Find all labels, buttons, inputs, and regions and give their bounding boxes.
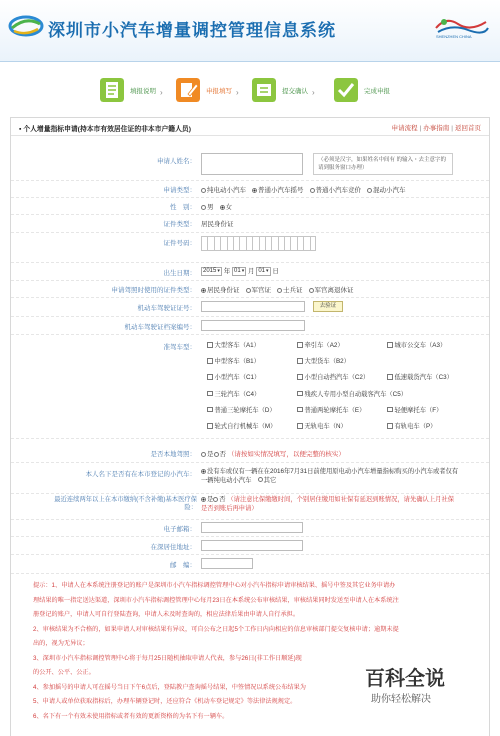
tip-line: 册登记的账户，申请人可自行登陆查询，申请人未及时查询的，相应法律后果由申请人自行承担。	[33, 611, 300, 618]
radio-icon	[214, 452, 219, 457]
tip-line: 提示：1、申请人在本系统注册登记的账户是深圳市小汽车指标调控管理中心对小汽车指标申请审核结果、摇号中签及其它业务申请办	[33, 582, 396, 589]
checkbox-icon	[387, 374, 393, 380]
driving-type-checkbox[interactable]	[297, 405, 365, 414]
name-input[interactable]	[201, 153, 303, 175]
checkbox-icon	[207, 423, 213, 429]
step-label: 提交确认	[282, 88, 308, 95]
radio-option[interactable]: 其它	[258, 477, 277, 484]
radio-option[interactable]: 没有车或仅有一辆在在2016年7月31日前使用原电动小汽车增量指标购买的小汽车或者仅有一辆纯电动小汽车	[201, 468, 459, 484]
tip-line: 6、名下有一个有效未使用指标或者有效的更新资格的为名下有一辆车。	[33, 712, 229, 720]
divider	[11, 297, 489, 298]
license-file-input[interactable]	[201, 320, 305, 331]
divider	[11, 519, 489, 520]
driving-type-checkbox[interactable]	[207, 389, 260, 398]
checkbox-icon	[297, 407, 303, 413]
license-cert-radios	[201, 285, 360, 294]
checkbox-icon	[387, 407, 393, 413]
divider	[11, 462, 489, 463]
tip-line: 4、参加摇号的申请人可在摇号当日下午6点后，登陆教户查询摇号结果，中签情况以系统公布结果为	[33, 683, 306, 691]
gender-label: 性 别：	[170, 204, 196, 211]
row-own-name-car	[11, 468, 489, 490]
shenzhen-logo-icon	[432, 14, 490, 36]
driving-type-label: 小型汽车（C1）	[214, 374, 261, 382]
email-input[interactable]	[201, 522, 303, 533]
radio-option[interactable]: 居民身份证	[201, 287, 240, 294]
tip-line: 理结果的唯一指定送达渠道，深圳市小汽车指标调控管理中心每月23日在本系统公布审核结果，审核结果同时发送至申请人在本系统注	[33, 596, 399, 604]
cert-no-input[interactable]	[201, 236, 316, 251]
divider	[11, 262, 489, 263]
driving-type-label: 三轮汽车（C4）	[214, 390, 261, 398]
link-separator: |	[451, 125, 453, 132]
divider	[11, 180, 489, 181]
radio-option[interactable]: 是	[201, 451, 214, 458]
link-apply-process[interactable]: 申请流程	[391, 125, 418, 132]
chevron-right-icon: ›	[160, 88, 163, 97]
step-label: 填报说明	[130, 88, 156, 95]
checkbox-icon	[207, 342, 213, 348]
checkbox-icon	[297, 423, 303, 429]
driving-type-checkbox[interactable]	[297, 340, 344, 349]
radio-icon	[201, 288, 206, 293]
radio-icon	[201, 469, 206, 474]
checkbox-icon	[207, 358, 213, 364]
birth-year-select[interactable]: 2015 ▾	[201, 267, 222, 276]
driving-type-label: 牵引车（A2）	[304, 342, 344, 349]
birth-selects: 2015 ▾ 年 01 ▾ 月 01 ▾ 日	[201, 266, 279, 276]
site-title: 深圳市小汽车增量调控管理信息系统	[48, 21, 336, 40]
check-icon	[334, 78, 358, 102]
divider	[11, 573, 489, 574]
driving-type-checkbox[interactable]	[297, 421, 347, 430]
checkbox-icon	[297, 358, 303, 364]
driving-type-checkbox[interactable]	[207, 356, 260, 365]
driving-type-checkbox[interactable]	[297, 389, 407, 398]
email-label: 电子邮箱：	[163, 526, 196, 533]
divider	[11, 554, 489, 555]
divider	[11, 493, 489, 494]
radio-option[interactable]: 纯电动小汽车	[201, 187, 246, 194]
row-social-insurance	[11, 496, 489, 518]
tip-line: 2、审核结果为不合格的，如果申请人对审核结果有异议，可自公布之日起5个工作日内向相应的信息审核部门提交复核申请；逾期未提	[33, 625, 399, 633]
radio-icon	[201, 188, 206, 193]
radio-icon	[310, 188, 315, 193]
driving-type-label: 低速载货汽车（C3）	[394, 374, 453, 382]
radio-option[interactable]: 军官离退休证	[309, 287, 354, 294]
divider	[11, 232, 489, 233]
tip-line: 出的，视为无异议；	[33, 640, 89, 647]
radio-option[interactable]: 男	[201, 204, 214, 211]
gender-radios	[201, 202, 238, 211]
driving-type-label: 无轨电车（N）	[304, 423, 347, 430]
tip-line: 的公开、公平、公正。	[33, 669, 95, 676]
name-note: （必须是汉字，如果姓名中间有 的输入・去主意字的请到服务窗口办理）	[313, 153, 453, 175]
submit-icon	[252, 78, 276, 102]
panel-header	[11, 118, 489, 136]
driving-type-checkbox[interactable]	[387, 372, 453, 381]
divider	[11, 536, 489, 537]
driving-type-label: 小型自动挡汽车（C2）	[304, 374, 370, 382]
address-input[interactable]	[201, 540, 303, 551]
radio-icon	[246, 288, 251, 293]
social-note: （请注意比保缴缴时间，个别居住缴用如社保有延迟到账情况，请先确认上月社保是否到账后再申请）	[201, 496, 455, 512]
own-name-label: 本人名下是否有在本市登记的小汽车：	[85, 471, 196, 478]
panel-links	[392, 123, 481, 132]
social-label: 最近连续两年以上在本市缴纳(不含补缴)基本医疗保险：	[54, 496, 197, 511]
driving-type-checkbox[interactable]	[297, 356, 350, 365]
name-label: 申请人姓名：	[157, 158, 196, 165]
shenzhen-logo-text: SHENZHEN CHINA	[436, 34, 472, 39]
address-label: 在深居住地址：	[150, 544, 196, 551]
apply-type-label: 申请类型：	[163, 187, 196, 194]
own-car-label: 是否本地驾照：	[150, 451, 196, 458]
checkbox-icon	[387, 423, 393, 429]
driving-type-checkbox[interactable]	[387, 340, 446, 349]
radio-option[interactable]: 混动小汽车	[367, 187, 406, 194]
tip-line: 5、申请人或单位获取指标后，办理车辆登记时，还应符合《机动车登记规定》等法律法规规定。	[33, 698, 297, 705]
driving-type-label: 中型客车（B1）	[214, 358, 260, 366]
radio-icon	[277, 288, 282, 293]
driving-type-label: 大型货车（B2）	[304, 358, 350, 366]
license-cert-type-label: 申请驾照时使用的证件类型：	[111, 287, 196, 294]
postcode-label: 邮 编：	[170, 562, 196, 569]
chevron-right-icon: ›	[236, 88, 239, 97]
radio-icon	[309, 288, 314, 293]
panel-title: ▪ 个人增量指标申请(持本市有效居住证的非本市户籍人员)	[19, 126, 191, 133]
checkbox-icon	[207, 407, 213, 413]
birth-day-select[interactable]: 01 ▾	[256, 267, 270, 276]
checkbox-icon	[387, 342, 393, 348]
cert-type-value: 居民身份证	[201, 221, 234, 228]
radio-icon	[220, 205, 225, 210]
site-header	[0, 0, 500, 62]
driving-type-label: 轮式自行机械车（M）	[214, 423, 277, 430]
radio-option[interactable]: 普通小汽车竞价	[310, 187, 362, 194]
edit-icon	[176, 78, 200, 102]
checkbox-icon	[297, 391, 303, 397]
step-label: 完成申报	[364, 88, 390, 95]
radio-option[interactable]: 否	[213, 496, 225, 503]
driving-type-label: 准驾车型：	[163, 344, 196, 351]
radio-option[interactable]: 军官证	[246, 287, 272, 294]
driving-type-checkbox[interactable]	[297, 372, 369, 381]
divider	[11, 334, 489, 335]
radio-icon	[367, 188, 372, 193]
watermark-sub: 助你轻松解决	[371, 694, 431, 705]
shenzhen-logo	[432, 14, 490, 44]
step-label: 申报填写	[206, 88, 232, 95]
license-no-label: 机动车驾驶证证号：	[137, 305, 196, 312]
radio-icon	[252, 188, 257, 193]
radio-option[interactable]: 士兵证	[277, 287, 303, 294]
radio-icon	[258, 477, 263, 482]
verify-button[interactable]: 去验证	[313, 301, 343, 312]
checkbox-icon	[297, 342, 303, 348]
radio-icon	[201, 452, 206, 457]
driving-type-label: 大型客车（A1）	[214, 342, 260, 349]
driving-type-label: 残疾人专用小型自动载客汽车（C5）	[304, 390, 408, 398]
logo-swirl-icon	[8, 14, 44, 38]
birth-month-select[interactable]: 01 ▾	[232, 267, 246, 276]
divider	[11, 280, 489, 281]
own-car-note: （请按如实情况填写，以便完整的核实）	[227, 451, 345, 458]
license-file-label: 机动车驾驶证档案编号：	[124, 324, 196, 331]
driving-type-label: 轻便摩托车（F）	[394, 406, 443, 414]
radio-icon	[201, 205, 206, 210]
document-icon	[100, 78, 124, 102]
driving-type-checkbox[interactable]	[387, 421, 436, 430]
driving-type-checkbox[interactable]	[207, 405, 276, 414]
driving-type-label: 城市公交车（A3）	[394, 342, 447, 349]
apply-type-radios	[201, 185, 412, 194]
application-panel	[10, 117, 490, 736]
watermark-main: 百科全说	[365, 668, 445, 690]
cert-no-label: 证件号码：	[163, 240, 196, 247]
checkbox-icon	[207, 374, 213, 380]
row-driving-types	[11, 340, 489, 440]
license-no-input[interactable]	[201, 301, 305, 312]
chevron-right-icon: ›	[312, 88, 315, 97]
driving-type-checkbox[interactable]	[207, 372, 260, 381]
divider	[11, 197, 489, 198]
driving-type-checkbox[interactable]	[207, 421, 276, 430]
divider	[11, 316, 489, 317]
watermark	[365, 662, 470, 712]
checkbox-icon	[297, 374, 303, 380]
radio-icon	[213, 497, 218, 502]
radio-option[interactable]: 否	[214, 451, 227, 458]
radio-option[interactable]: 普通小汽车摇号	[252, 187, 304, 194]
divider	[11, 214, 489, 215]
driving-type-label: 有轨电车（P）	[394, 423, 437, 430]
postcode-input[interactable]	[201, 558, 253, 569]
tip-line: 3、深圳市小汽车指标调控管理中心将于每月25日随机抽取申请人代表，参与26日(非工作日顺延)现	[33, 654, 302, 662]
radio-option[interactable]: 女	[220, 204, 233, 211]
driving-type-checkbox[interactable]	[207, 340, 260, 349]
driving-type-checkbox[interactable]	[387, 405, 442, 414]
checkbox-icon	[207, 391, 213, 397]
social-radios	[201, 496, 459, 513]
own-name-radios	[201, 468, 459, 485]
driving-type-label: 普通两轮摩托车（E）	[304, 406, 366, 414]
divider	[11, 438, 489, 439]
radio-option[interactable]: 是	[201, 496, 213, 503]
link-home[interactable]: 返回首页	[455, 125, 481, 132]
link-separator: |	[419, 125, 422, 132]
progress-steps	[0, 62, 500, 114]
panel-title-text: 个人增量指标申请(持本市有效居住证的非本市户籍人员)	[23, 126, 191, 133]
radio-icon	[201, 497, 206, 502]
link-guide[interactable]: 办事指南	[423, 125, 450, 132]
cert-type-label: 证件类型：	[163, 221, 196, 228]
own-car-radios	[201, 449, 345, 458]
driving-type-label: 普通三轮摩托车（D）	[214, 406, 276, 414]
birth-label: 出生日期：	[163, 270, 196, 277]
